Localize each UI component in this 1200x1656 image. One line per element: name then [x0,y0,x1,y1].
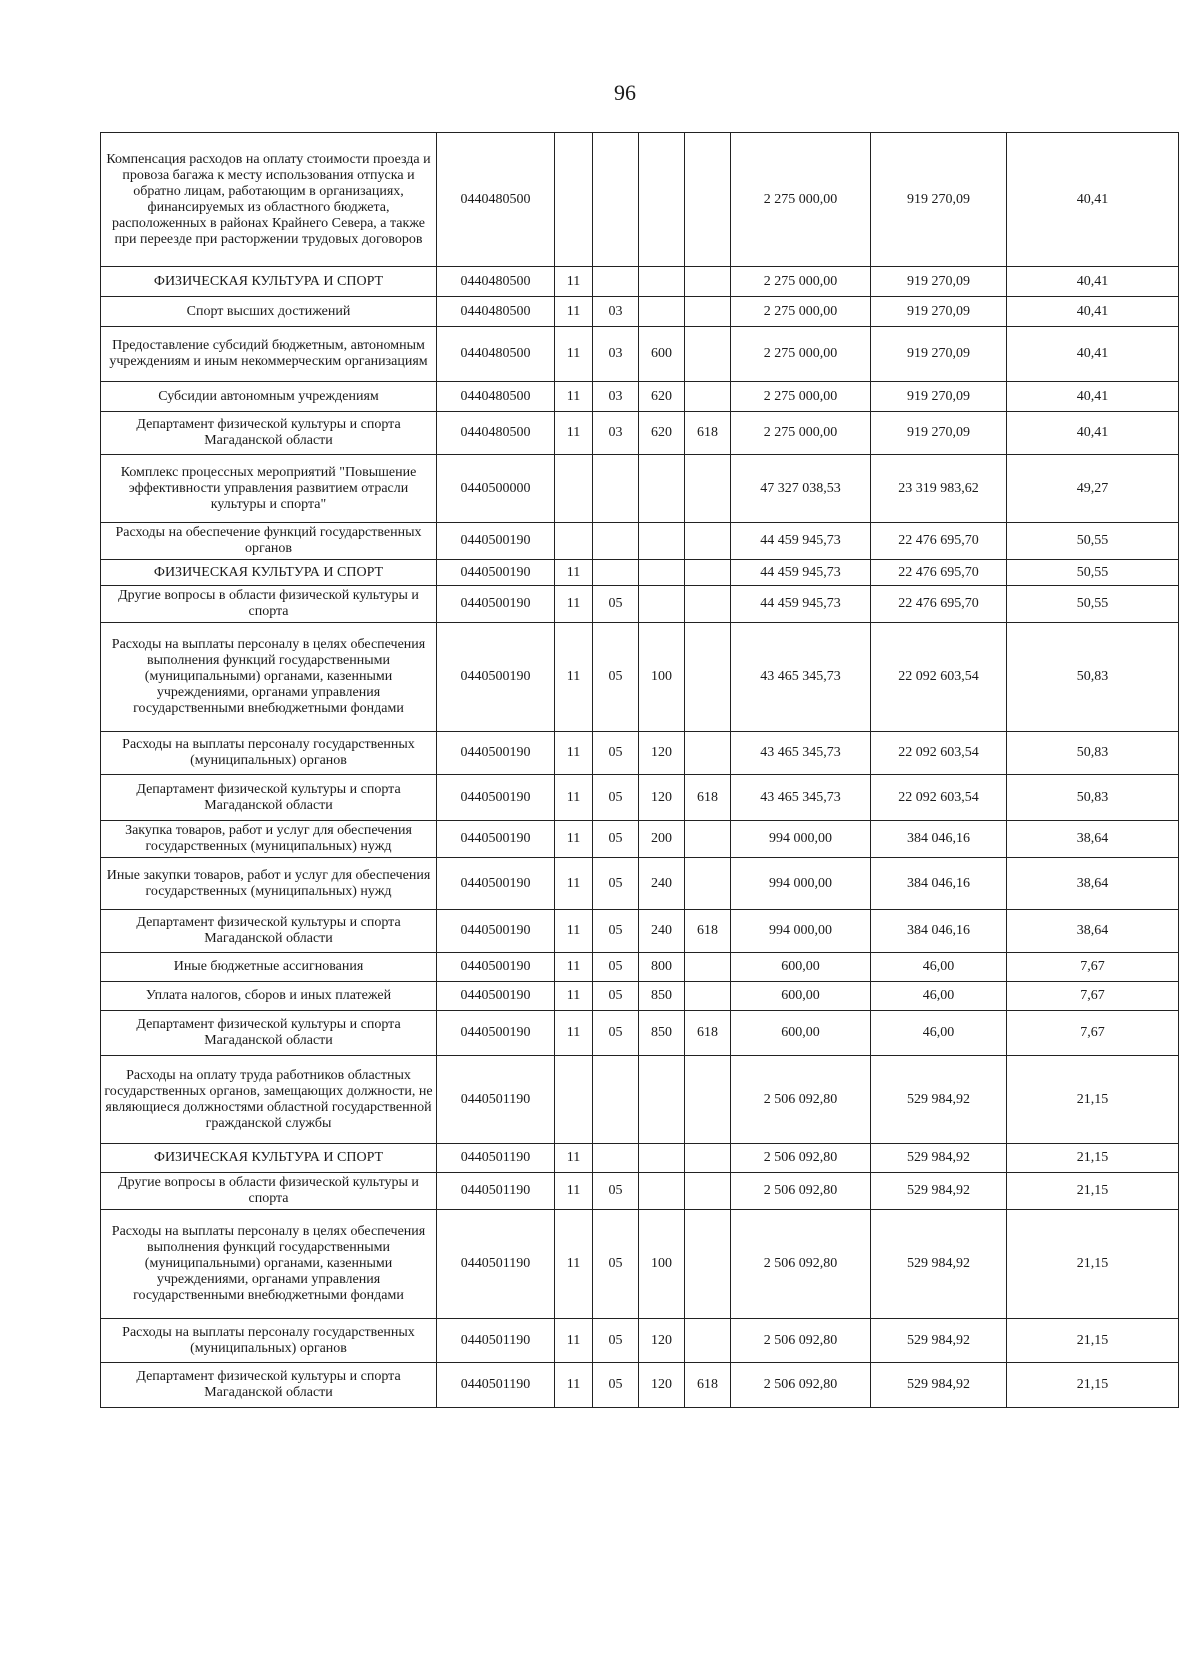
expense-type-code-cell: 120 [639,1363,685,1408]
actual-amount-cell: 46,00 [871,982,1007,1011]
planned-amount-cell: 2 275 000,00 [731,412,871,455]
subsection-code-cell [593,560,639,586]
subsection-code-cell: 05 [593,910,639,953]
table-body [101,133,1179,1408]
planned-amount-cell: 44 459 945,73 [731,586,871,623]
planned-amount-cell: 2 506 092,80 [731,1210,871,1319]
expense-type-code-cell [639,586,685,623]
subsection-code-cell [593,267,639,297]
target-code-cell: 0440501190 [437,1056,555,1144]
planned-amount-cell: 2 275 000,00 [731,267,871,297]
table-row [101,560,1179,586]
execution-percent-cell: 7,67 [1007,1011,1179,1056]
section-code-cell: 11 [555,327,593,382]
actual-amount-cell: 529 984,92 [871,1173,1007,1210]
admin-code-cell: 618 [685,775,731,821]
actual-amount-cell: 46,00 [871,953,1007,982]
table-row [101,382,1179,412]
execution-percent-cell: 49,27 [1007,455,1179,523]
admin-code-cell [685,560,731,586]
admin-code-cell [685,1056,731,1144]
actual-amount-cell: 46,00 [871,1011,1007,1056]
admin-code-cell: 618 [685,1011,731,1056]
expense-type-code-cell [639,1144,685,1173]
subsection-code-cell: 03 [593,297,639,327]
subsection-code-cell: 05 [593,1011,639,1056]
planned-amount-cell: 2 275 000,00 [731,297,871,327]
table-row [101,297,1179,327]
admin-code-cell: 618 [685,1363,731,1408]
admin-code-cell [685,821,731,858]
section-code-cell: 11 [555,732,593,775]
expense-type-code-cell [639,1056,685,1144]
item-name-cell: Расходы на обеспечение функций государственных органов [101,523,437,560]
planned-amount-cell: 2 275 000,00 [731,382,871,412]
item-name-cell: Иные закупки товаров, работ и услуг для обеспечения государственных (муниципальных) нужд [101,858,437,910]
target-code-cell: 0440500190 [437,858,555,910]
item-name-cell: ФИЗИЧЕСКАЯ КУЛЬТУРА И СПОРТ [101,267,437,297]
section-code-cell: 11 [555,982,593,1011]
subsection-code-cell [593,133,639,267]
execution-percent-cell: 50,83 [1007,732,1179,775]
subsection-code-cell [593,1056,639,1144]
actual-amount-cell: 22 476 695,70 [871,523,1007,560]
actual-amount-cell: 919 270,09 [871,382,1007,412]
expense-type-code-cell: 620 [639,412,685,455]
item-name-cell: Расходы на оплату труда работников областных государственных органов, замещающих должности, не являющиеся должностями областной государственной гражданской службы [101,1056,437,1144]
actual-amount-cell: 529 984,92 [871,1319,1007,1363]
actual-amount-cell: 529 984,92 [871,1144,1007,1173]
expense-type-code-cell: 600 [639,327,685,382]
item-name-cell: Другие вопросы в области физической культуры и спорта [101,586,437,623]
expense-type-code-cell [639,133,685,267]
section-code-cell: 11 [555,560,593,586]
target-code-cell: 0440500190 [437,732,555,775]
execution-percent-cell: 40,41 [1007,327,1179,382]
admin-code-cell [685,982,731,1011]
planned-amount-cell: 43 465 345,73 [731,775,871,821]
subsection-code-cell: 05 [593,821,639,858]
expense-type-code-cell: 100 [639,623,685,732]
table-row [101,455,1179,523]
item-name-cell: Расходы на выплаты персоналу в целях обеспечения выполнения функций государственными (муниципальными) органами, казенными учреждениями, органами управления государственными внебюджетными фондами [101,623,437,732]
subsection-code-cell: 03 [593,382,639,412]
item-name-cell: Расходы на выплаты персоналу в целях обеспечения выполнения функций государственными (муниципальными) органами, казенными учреждениями, органами управления государственными внебюджетными фондами [101,1210,437,1319]
section-code-cell: 11 [555,1319,593,1363]
budget-table [100,132,1179,1408]
section-code-cell: 11 [555,412,593,455]
expense-type-code-cell: 800 [639,953,685,982]
target-code-cell: 0440500190 [437,560,555,586]
execution-percent-cell: 38,64 [1007,821,1179,858]
planned-amount-cell: 994 000,00 [731,858,871,910]
section-code-cell: 11 [555,1144,593,1173]
execution-percent-cell: 21,15 [1007,1319,1179,1363]
item-name-cell: ФИЗИЧЕСКАЯ КУЛЬТУРА И СПОРТ [101,560,437,586]
expense-type-code-cell: 850 [639,1011,685,1056]
table-row [101,953,1179,982]
execution-percent-cell: 50,55 [1007,586,1179,623]
actual-amount-cell: 919 270,09 [871,327,1007,382]
item-name-cell: Департамент физической культуры и спорта Магаданской области [101,910,437,953]
expense-type-code-cell: 120 [639,1319,685,1363]
expense-type-code-cell [639,1173,685,1210]
item-name-cell: ФИЗИЧЕСКАЯ КУЛЬТУРА И СПОРТ [101,1144,437,1173]
admin-code-cell [685,382,731,412]
section-code-cell [555,133,593,267]
admin-code-cell [685,1144,731,1173]
target-code-cell: 0440500190 [437,910,555,953]
admin-code-cell [685,732,731,775]
table-row [101,1319,1179,1363]
item-name-cell: Департамент физической культуры и спорта Магаданской области [101,1363,437,1408]
table-row [101,623,1179,732]
actual-amount-cell: 22 092 603,54 [871,775,1007,821]
planned-amount-cell: 600,00 [731,1011,871,1056]
item-name-cell: Комплекс процессных мероприятий "Повышение эффективности управления развитием отрасли культуры и спорта" [101,455,437,523]
actual-amount-cell: 919 270,09 [871,133,1007,267]
subsection-code-cell: 05 [593,623,639,732]
table-row [101,1173,1179,1210]
expense-type-code-cell: 620 [639,382,685,412]
planned-amount-cell: 43 465 345,73 [731,732,871,775]
table-row [101,412,1179,455]
admin-code-cell [685,133,731,267]
execution-percent-cell: 40,41 [1007,382,1179,412]
actual-amount-cell: 384 046,16 [871,910,1007,953]
planned-amount-cell: 600,00 [731,953,871,982]
planned-amount-cell: 44 459 945,73 [731,560,871,586]
section-code-cell: 11 [555,1363,593,1408]
actual-amount-cell: 384 046,16 [871,821,1007,858]
subsection-code-cell: 03 [593,412,639,455]
actual-amount-cell: 529 984,92 [871,1210,1007,1319]
item-name-cell: Уплата налогов, сборов и иных платежей [101,982,437,1011]
target-code-cell: 0440501190 [437,1319,555,1363]
actual-amount-cell: 22 476 695,70 [871,586,1007,623]
planned-amount-cell: 2 275 000,00 [731,327,871,382]
subsection-code-cell: 05 [593,586,639,623]
actual-amount-cell: 529 984,92 [871,1056,1007,1144]
item-name-cell: Расходы на выплаты персоналу государственных (муниципальных) органов [101,1319,437,1363]
table-row [101,775,1179,821]
item-name-cell: Спорт высших достижений [101,297,437,327]
planned-amount-cell: 2 275 000,00 [731,133,871,267]
subsection-code-cell: 03 [593,327,639,382]
item-name-cell: Предоставление субсидий бюджетным, автономным учреждениям и иным некоммерческим организациям [101,327,437,382]
table-row [101,858,1179,910]
table-row [101,133,1179,267]
admin-code-cell: 618 [685,412,731,455]
subsection-code-cell: 05 [593,982,639,1011]
target-code-cell: 0440501190 [437,1144,555,1173]
execution-percent-cell: 50,55 [1007,560,1179,586]
section-code-cell: 11 [555,858,593,910]
table-row [101,1210,1179,1319]
admin-code-cell [685,623,731,732]
planned-amount-cell: 994 000,00 [731,821,871,858]
section-code-cell: 11 [555,953,593,982]
subsection-code-cell: 05 [593,1173,639,1210]
section-code-cell: 11 [555,267,593,297]
admin-code-cell [685,523,731,560]
table-row [101,327,1179,382]
item-name-cell: Иные бюджетные ассигнования [101,953,437,982]
subsection-code-cell [593,523,639,560]
planned-amount-cell: 2 506 092,80 [731,1144,871,1173]
target-code-cell: 0440480500 [437,382,555,412]
target-code-cell: 0440500000 [437,455,555,523]
item-name-cell: Департамент физической культуры и спорта Магаданской области [101,412,437,455]
section-code-cell: 11 [555,586,593,623]
target-code-cell: 0440500190 [437,1011,555,1056]
section-code-cell [555,1056,593,1144]
table-row [101,1144,1179,1173]
planned-amount-cell: 44 459 945,73 [731,523,871,560]
section-code-cell [555,455,593,523]
expense-type-code-cell [639,560,685,586]
actual-amount-cell: 919 270,09 [871,297,1007,327]
admin-code-cell: 618 [685,910,731,953]
execution-percent-cell: 21,15 [1007,1056,1179,1144]
admin-code-cell [685,267,731,297]
table-row [101,1363,1179,1408]
planned-amount-cell: 2 506 092,80 [731,1056,871,1144]
actual-amount-cell: 22 092 603,54 [871,623,1007,732]
table-row [101,910,1179,953]
subsection-code-cell [593,1144,639,1173]
target-code-cell: 0440480500 [437,327,555,382]
target-code-cell: 0440500190 [437,982,555,1011]
target-code-cell: 0440480500 [437,412,555,455]
expense-type-code-cell: 240 [639,910,685,953]
subsection-code-cell [593,455,639,523]
admin-code-cell [685,1319,731,1363]
admin-code-cell [685,327,731,382]
subsection-code-cell: 05 [593,858,639,910]
execution-percent-cell: 38,64 [1007,910,1179,953]
target-code-cell: 0440500190 [437,953,555,982]
section-code-cell: 11 [555,382,593,412]
actual-amount-cell: 384 046,16 [871,858,1007,910]
planned-amount-cell: 2 506 092,80 [731,1319,871,1363]
section-code-cell: 11 [555,1210,593,1319]
actual-amount-cell: 22 476 695,70 [871,560,1007,586]
target-code-cell: 0440500190 [437,523,555,560]
execution-percent-cell: 38,64 [1007,858,1179,910]
expense-type-code-cell: 240 [639,858,685,910]
expense-type-code-cell: 200 [639,821,685,858]
target-code-cell: 0440480500 [437,267,555,297]
execution-percent-cell: 50,83 [1007,775,1179,821]
planned-amount-cell: 2 506 092,80 [731,1173,871,1210]
actual-amount-cell: 23 319 983,62 [871,455,1007,523]
execution-percent-cell: 40,41 [1007,133,1179,267]
admin-code-cell [685,455,731,523]
execution-percent-cell: 21,15 [1007,1210,1179,1319]
planned-amount-cell: 994 000,00 [731,910,871,953]
target-code-cell: 0440500190 [437,623,555,732]
planned-amount-cell: 600,00 [731,982,871,1011]
section-code-cell: 11 [555,821,593,858]
actual-amount-cell: 22 092 603,54 [871,732,1007,775]
item-name-cell: Другие вопросы в области физической культуры и спорта [101,1173,437,1210]
expense-type-code-cell: 100 [639,1210,685,1319]
table-row [101,267,1179,297]
target-code-cell: 0440500190 [437,775,555,821]
execution-percent-cell: 7,67 [1007,982,1179,1011]
admin-code-cell [685,297,731,327]
item-name-cell: Субсидии автономным учреждениям [101,382,437,412]
expense-type-code-cell [639,523,685,560]
execution-percent-cell: 50,83 [1007,623,1179,732]
expense-type-code-cell: 120 [639,775,685,821]
item-name-cell: Компенсация расходов на оплату стоимости проезда и провоза багажа к месту использования отпуска и обратно лицам, работающим в организациях, финансируемых из областного бюджета, расположенных в районах Крайнего Севера, а также при переезде при расторжении трудовых договоров [101,133,437,267]
section-code-cell [555,523,593,560]
execution-percent-cell: 50,55 [1007,523,1179,560]
subsection-code-cell: 05 [593,1210,639,1319]
actual-amount-cell: 919 270,09 [871,267,1007,297]
execution-percent-cell: 21,15 [1007,1144,1179,1173]
admin-code-cell [685,586,731,623]
execution-percent-cell: 40,41 [1007,267,1179,297]
item-name-cell: Расходы на выплаты персоналу государственных (муниципальных) органов [101,732,437,775]
expense-type-code-cell: 850 [639,982,685,1011]
section-code-cell: 11 [555,623,593,732]
item-name-cell: Закупка товаров, работ и услуг для обеспечения государственных (муниципальных) нужд [101,821,437,858]
expense-type-code-cell: 120 [639,732,685,775]
page-number: 96 [614,80,636,105]
table-row [101,982,1179,1011]
section-code-cell: 11 [555,1011,593,1056]
execution-percent-cell: 21,15 [1007,1173,1179,1210]
section-code-cell: 11 [555,297,593,327]
planned-amount-cell: 2 506 092,80 [731,1363,871,1408]
expense-type-code-cell [639,267,685,297]
table-row [101,821,1179,858]
execution-percent-cell: 21,15 [1007,1363,1179,1408]
target-code-cell: 0440501190 [437,1363,555,1408]
table-row [101,1056,1179,1144]
subsection-code-cell: 05 [593,775,639,821]
table-row [101,523,1179,560]
planned-amount-cell: 43 465 345,73 [731,623,871,732]
target-code-cell: 0440501190 [437,1173,555,1210]
expense-type-code-cell [639,297,685,327]
target-code-cell: 0440480500 [437,133,555,267]
subsection-code-cell: 05 [593,732,639,775]
table-row [101,1011,1179,1056]
section-code-cell: 11 [555,910,593,953]
subsection-code-cell: 05 [593,953,639,982]
execution-percent-cell: 40,41 [1007,412,1179,455]
table-row [101,732,1179,775]
admin-code-cell [685,858,731,910]
admin-code-cell [685,1173,731,1210]
subsection-code-cell: 05 [593,1363,639,1408]
table-row [101,586,1179,623]
planned-amount-cell: 47 327 038,53 [731,455,871,523]
expense-type-code-cell [639,455,685,523]
admin-code-cell [685,1210,731,1319]
target-code-cell: 0440480500 [437,297,555,327]
section-code-cell: 11 [555,775,593,821]
actual-amount-cell: 919 270,09 [871,412,1007,455]
target-code-cell: 0440500190 [437,821,555,858]
actual-amount-cell: 529 984,92 [871,1363,1007,1408]
admin-code-cell [685,953,731,982]
execution-percent-cell: 40,41 [1007,297,1179,327]
subsection-code-cell: 05 [593,1319,639,1363]
target-code-cell: 0440501190 [437,1210,555,1319]
item-name-cell: Департамент физической культуры и спорта Магаданской области [101,775,437,821]
section-code-cell: 11 [555,1173,593,1210]
item-name-cell: Департамент физической культуры и спорта Магаданской области [101,1011,437,1056]
target-code-cell: 0440500190 [437,586,555,623]
execution-percent-cell: 7,67 [1007,953,1179,982]
